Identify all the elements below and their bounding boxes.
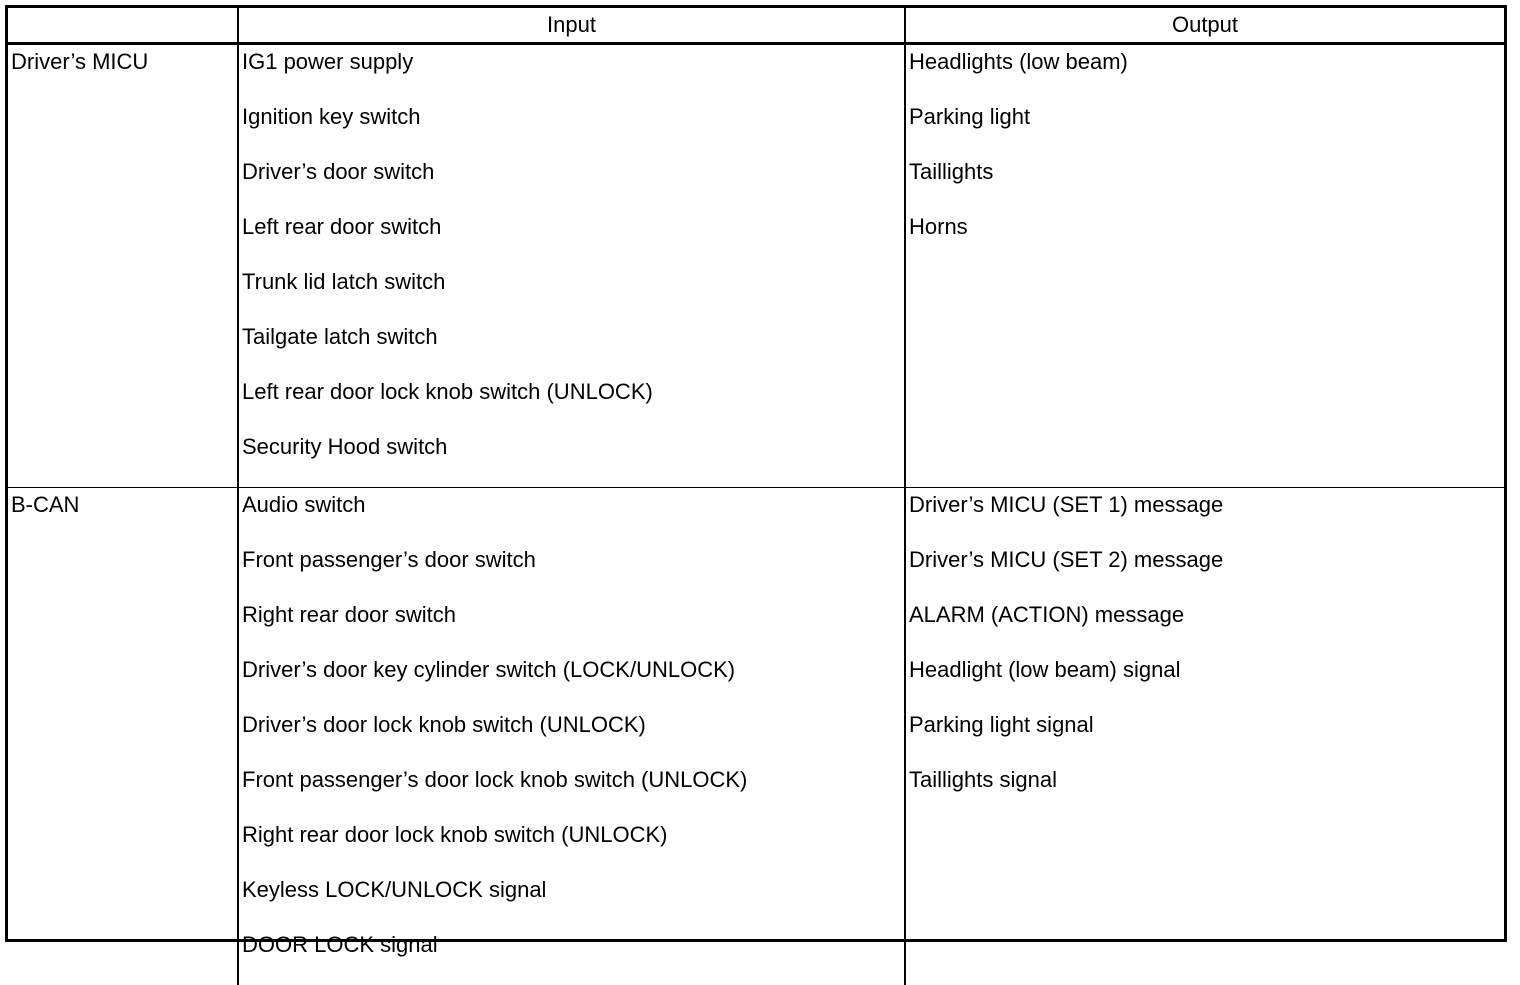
list-item: Front passenger’s door switch — [239, 545, 904, 600]
list-item: Driver’s MICU (SET 2) message — [906, 545, 1504, 600]
list-item: Audio switch — [239, 490, 904, 545]
list-item: Tailgate latch switch — [239, 322, 904, 377]
unit-label: B-CAN — [8, 490, 237, 545]
list-item: Ignition key switch — [239, 102, 904, 157]
list-item: Parking light — [906, 102, 1504, 157]
header-unit — [8, 8, 238, 44]
list-item: Right rear door switch — [239, 600, 904, 655]
list-item: Headlights (low beam) — [906, 47, 1504, 102]
output-cell — [905, 488, 1504, 985]
list-item: Left rear door switch — [239, 212, 904, 267]
list-item: Left rear door lock knob switch (UNLOCK) — [239, 377, 904, 432]
list-item: Taillights — [906, 157, 1504, 212]
unit-cell — [8, 488, 238, 985]
io-table — [5, 5, 1507, 942]
list-item: Keyless LOCK/UNLOCK signal — [239, 875, 904, 930]
table-row — [8, 44, 1504, 488]
input-cell — [238, 488, 905, 985]
header-input: Input — [238, 8, 905, 44]
list-item: IG1 power supply — [239, 47, 904, 102]
unit-label: Driver’s MICU — [8, 47, 237, 102]
list-item: Driver’s door key cylinder switch (LOCK/UNLOCK) — [239, 655, 904, 710]
list-item: Horns — [906, 212, 1504, 267]
header-output: Output — [905, 8, 1504, 44]
list-item: Driver’s door switch — [239, 157, 904, 212]
unit-cell — [8, 44, 238, 488]
list-item: Front passenger’s door lock knob switch (UNLOCK) — [239, 765, 904, 820]
list-item: Taillights signal — [906, 765, 1504, 820]
list-item: ALARM (ACTION) message — [906, 600, 1504, 655]
list-item: Driver’s door lock knob switch (UNLOCK) — [239, 710, 904, 765]
list-item: Headlight (low beam) signal — [906, 655, 1504, 710]
output-cell — [905, 44, 1504, 488]
list-item: Driver’s MICU (SET 1) message — [906, 490, 1504, 545]
io-table-grid — [8, 8, 1504, 985]
table-row — [8, 488, 1504, 985]
list-item: DOOR LOCK signal — [239, 930, 904, 985]
list-item: Parking light signal — [906, 710, 1504, 765]
list-item: Trunk lid latch switch — [239, 267, 904, 322]
list-item: Security Hood switch — [239, 432, 904, 487]
header-row — [8, 8, 1504, 44]
input-cell — [238, 44, 905, 488]
list-item: Right rear door lock knob switch (UNLOCK) — [239, 820, 904, 875]
